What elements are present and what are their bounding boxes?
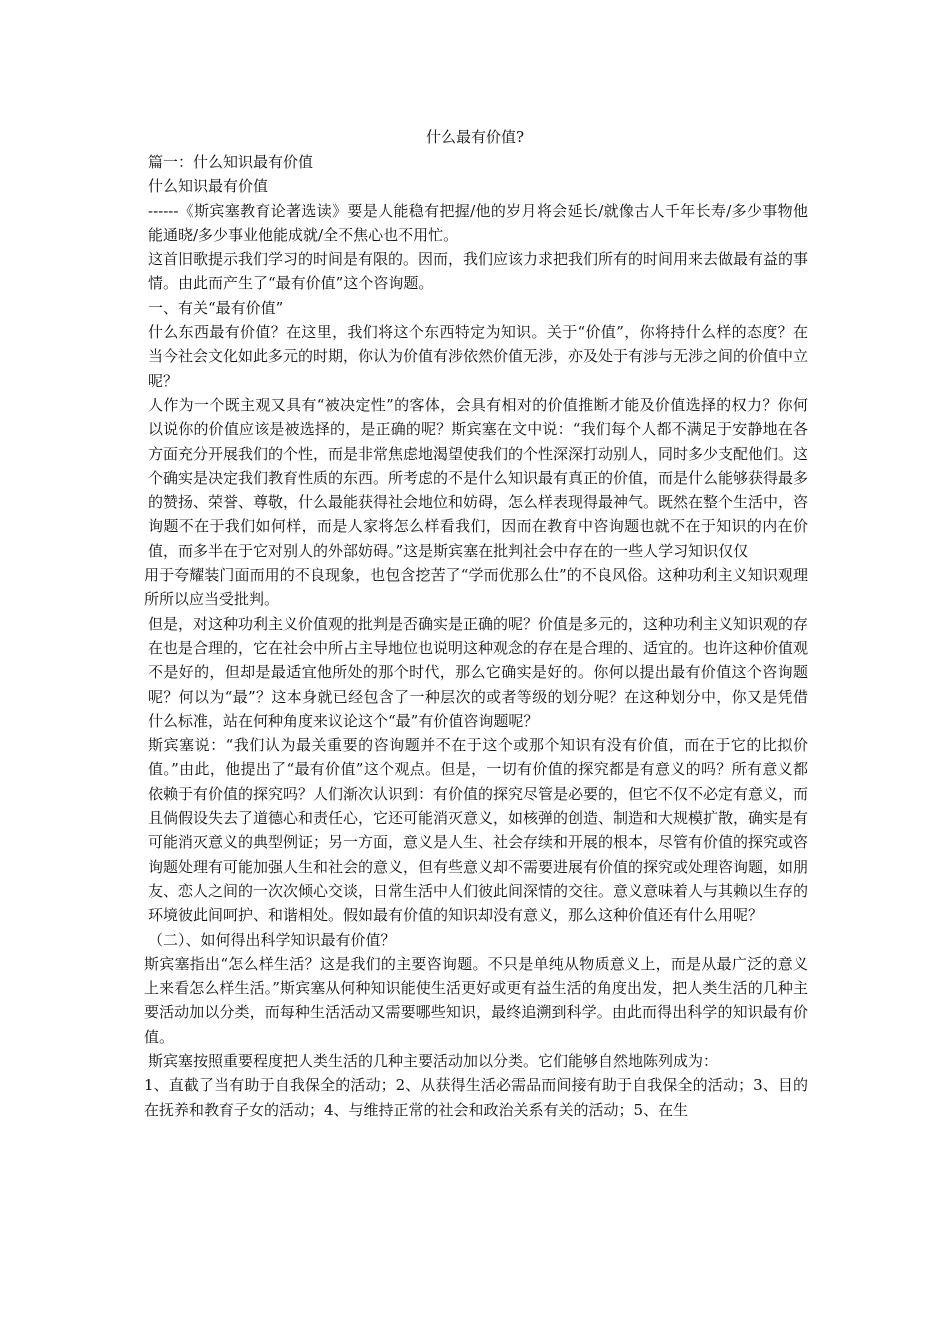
paragraph: 1、直截了当有助于自我保全的活动；2、从获得生活必需品而间接有助于自我保全的活动；3、目的在抚养和教育子女的活动；4、与维持正常的社会和政治关系有关的活动；5、在生 (144, 1076, 808, 1119)
paragraph: 用于夸耀装门面而用的不良现象，也包含挖苦了“学而优那么仕”的不良风俗。这种功利主义知识观理所所以应当受批判。 (144, 566, 808, 609)
paragraph: 但是，对这种功利主义价值观的批判是否确实是正确的呢？价值是多元的，这种功利主义知识观的存在也是合理的，它在社会中所占主导地位也说明这种观念的存在是合理的、适宜的。也许这种价值观不是好的，但却是最适宜他所处的那个时代，那么它确实是好的。你何以提出最有价值这个咨询题呢？何以为“最”？这本身就已经包含了一种层次的或者等级的划分呢？在这种划分中，你又是凭借什么标准，站在何种角度来议论这个“最”有价值咨询题呢？ (148, 614, 809, 730)
document-body (144, 150, 808, 1122)
paragraph: 这首旧歌提示我们学习的时间是有限的。因而，我们应该力求把我们所有的时间用来去做最有益的事情。由此而产生了“最有价值”这个咨询题。 (148, 250, 809, 293)
paragraph: 斯宾塞指出“怎么样生活？这是我们的主要咨询题。不只是单纯从物质意义上，而是从最广泛的意义上来看怎么样生活。”斯宾塞从何种知识能使生活更好或更有益生活的角度出发，把人类生活的几种主要活动加以分类，而每种生活活动又需要哪些知识，最终追溯到科学。由此而得出科学的知识最有价值。 (144, 954, 808, 1046)
paragraph: 一、有关“最有价值” (148, 298, 284, 317)
paragraph: 斯宾塞按照重要程度把人类生活的几种主要活动加以分类。它们能够自然地陈列成为： (148, 1051, 719, 1070)
document-title: 什么最有价值? (425, 128, 525, 146)
paragraph: 人作为一个既主观又具有“被决定性”的客体，会具有相对的价值推断才能及价值选择的权力？你何以说你的价值应该是被选择的，是正确的呢？斯宾塞在文中说：“我们每个人都不满足于安静地在各方面充分开展我们的个性，而是非常焦虑地渴望使我们的个性深深打动别人，同时多少支配他们。这个确实是决定我们教育性质的东西。所考虑的不是什么知识最有真正的价值，而是什么能够获得最多的赞扬、荣誉、尊敬，什么最能获得社会地位和妨碍，怎么样表现得最神气。既然在整个生活中，咨询题不在于我们如何样，而是人家将怎么样看我们，因而在教育中咨询题也就不在于知识的内在价值，而多半在于它对别人的外部妨碍。”这是斯宾塞在批判社会中存在的一些人学习知识仅仅 (148, 395, 809, 560)
paragraph: 斯宾塞说：“我们认为最关重要的咨询题并不在于这个或那个知识有没有价值，而在于它的比拟价值。”由此，他提出了“最有价值”这个观点。但是，一切有价值的探究都是有意义的吗？所有意义都依赖于有价值的探究吗？人们渐次认识到：有价值的探究尽管是必要的，但它不仅不必定有意义，而且倘假设失去了道德心和责任心，它还可能消灭意义，如核弹的创造、制造和大规模扩散，确实是有可能消灭意义的典型例证；另一方面，意义是人生、社会存续和开展的根本，尽管有价值的探究或咨询题处理有可能加强人生和社会的意义，但有些意义却不需要进展有价值的探究或处理咨询题，如朋友、恋人之间的一次次倾心交谈，日常生活中人们彼此间深情的交往。意义意味着人与其赖以生存的环境彼此间呵护、和谐相处。假如最有价值的知识却没有意义，那么这种价值还有什么用呢？ (148, 736, 809, 925)
paragraph: （二）、如何得出科学知识最有价值？ (148, 930, 396, 949)
paragraph: 篇一：什么知识最有价值 (148, 153, 314, 171)
paragraph: 什么知识最有价值 (148, 177, 269, 196)
paragraph: 什么东西最有价值？在这里，我们将这个东西特定为知识。关于“价值”，你将持什么样的态度？在当今社会文化如此多元的时期，你认为价值有涉依然价值无涉，亦及处于有涉与无涉之间的价值中立呢？ (148, 323, 809, 390)
paragraph: ------《斯宾塞教育论著选读》要是人能稳有把握/他的岁月将会延长/就像古人千年长寿/多少事物他能通晓/多少事业他能成就/全不焦心也不用忙。 (148, 201, 808, 244)
